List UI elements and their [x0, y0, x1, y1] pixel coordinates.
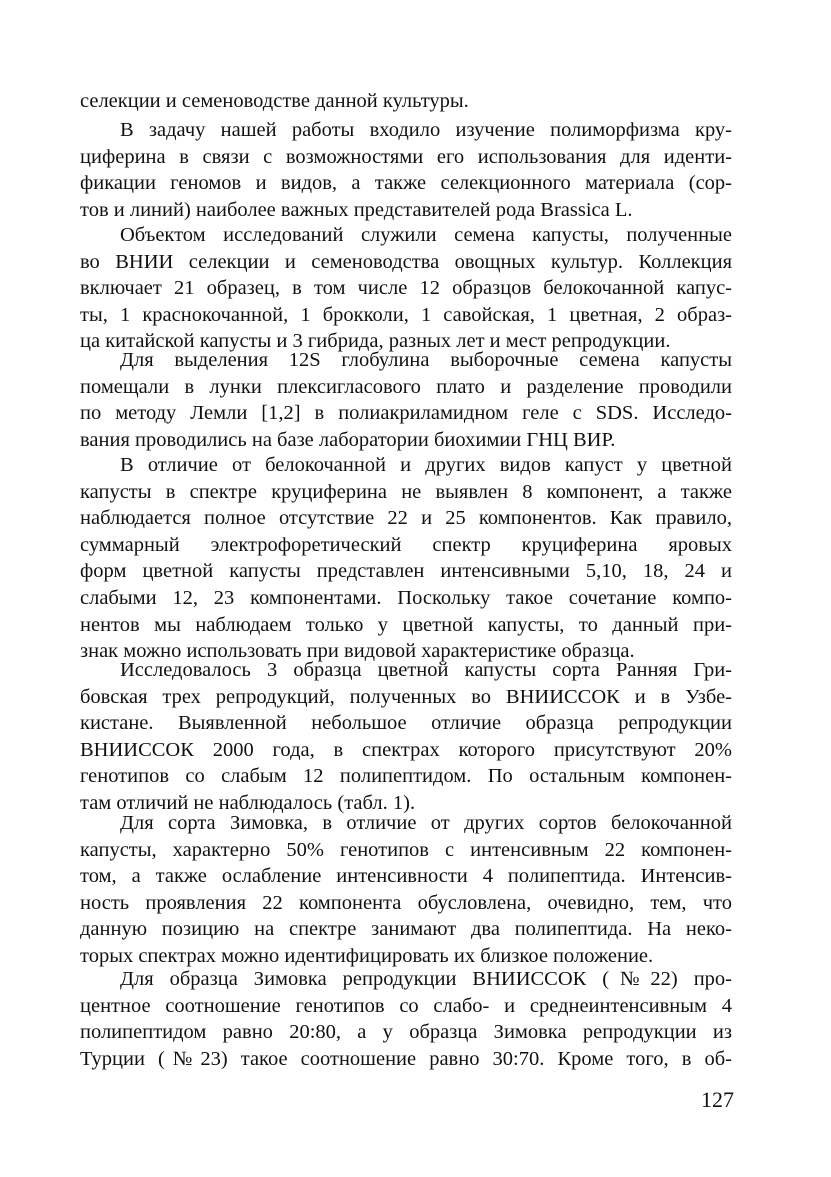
paragraph-2 [80, 222, 732, 355]
text-line: там отличий не наблюдалось (табл. 1). [80, 791, 416, 814]
text-line: форм цветной капусты представлен интенсивными 5,10, 18, 24 и [80, 560, 732, 583]
paragraph-4 [80, 452, 732, 665]
text-line: селекции и семеноводстве данной культуры. [80, 90, 469, 112]
text-line: данную позицию на спектре занимают два полипептида. На неко- [80, 918, 732, 941]
text-line: кистане. Выявленной небольшое отличие образца репродукции [80, 712, 732, 735]
text-line: генотипов со слабым 12 полипептидом. По остальным компонен- [80, 765, 732, 788]
paragraph-7 [80, 966, 732, 1072]
text-line: нентов мы наблюдаем только у цветной капусты, то данный при- [80, 613, 732, 636]
text-line: том, а также ослабление интенсивности 4 полипептида. Интенсив- [80, 865, 732, 888]
text-line: вания проводились на базе лаборатории биохимии ГНЦ ВИР. [80, 428, 616, 451]
text-line: ты, 1 краснокочанной, 1 брокколи, 1 савойская, 1 цветная, 2 образ- [80, 303, 732, 326]
text-line: Для образца Зимовка репродукции ВНИИССОК (№22) про- [120, 968, 732, 990]
text-line: Турции (№23) такое соотношение равно 30:70. Кроме того, в об- [80, 1047, 732, 1070]
page-number: 127 [701, 1087, 734, 1112]
text-line: центное соотношение генотипов со слабо- и среднеинтенсивным 4 [80, 994, 732, 1017]
text-line: ность проявления 22 компонента обусловлена, очевидно, тем, что [80, 891, 732, 914]
text-line: полипептидом равно 20:80, а у образца Зимовка репродукции из [80, 1021, 732, 1044]
text-line: фикации геномов и видов, а также селекционного материала (сор- [80, 172, 732, 195]
paragraph-5 [80, 657, 732, 817]
text-line: Исследовалось 3 образца цветной капусты сорта Ранняя Гри- [120, 659, 732, 681]
text-line: циферина в связи с возможностями его использования для иденти- [80, 145, 732, 168]
text-line: во ВНИИ селекции и семеноводства овощных культур. Коллекция [80, 250, 732, 273]
text-line: торых спектрах можно идентифицировать их близкое положение. [80, 944, 654, 967]
text-line: помещали в лунки плексигласового плато и разделение проводили [80, 375, 732, 398]
text-line: ца китайской капусты и 3 гибрида, разных лет и мест репродукции. [80, 330, 671, 353]
text-line: включает 21 образец, в том числе 12 образцов белокочанной капус- [80, 277, 732, 300]
text-line: капусты, характерно 50% генотипов с интенсивным 22 компонен- [80, 838, 732, 861]
text-line: ВНИИССОК 2000 года, в спектрах которого присутствуют 20% [80, 738, 732, 761]
text-line: тов и линий) наиболее важных представителей рода Brassica L. [80, 198, 633, 221]
text-line: В задачу нашей работы входило изучение полиморфизма кру- [120, 119, 732, 141]
paragraph-6 [80, 810, 732, 970]
text-line: Объектом исследований служили семена капусты, полученные [120, 224, 732, 246]
text-line: капусты в спектре круциферина не выявлен 8 компонент, а также [80, 480, 732, 503]
text-line: слабыми 12, 23 компонентами. Поскольку такое сочетание компо- [80, 586, 732, 609]
text-line: Для выделения 12S глобулина выборочные семена капусты [120, 349, 732, 371]
text-line: В отличие от белокочанной и других видов капуст у цветной [120, 454, 732, 476]
paragraph-3 [80, 347, 732, 453]
paragraph-1 [80, 117, 732, 223]
text-line: по методу Лемли [1,2] в полиакриламидном геле с SDS. Исследо- [80, 402, 732, 425]
text-line: знак можно использовать при видовой характеристике образца. [80, 640, 635, 663]
paragraph-0 [80, 88, 732, 115]
text-line: наблюдается полное отсутствие 22 и 25 компонентов. Как правило, [80, 507, 732, 530]
text-line: бовская трех репродукций, полученных во ВНИИССОК и в Узбе- [80, 685, 732, 708]
text-line: Для сорта Зимовка, в отличие от других сортов белокочанной [120, 812, 732, 834]
text-line: суммарный электрофоретический спектр круциферина яровых [80, 533, 732, 556]
